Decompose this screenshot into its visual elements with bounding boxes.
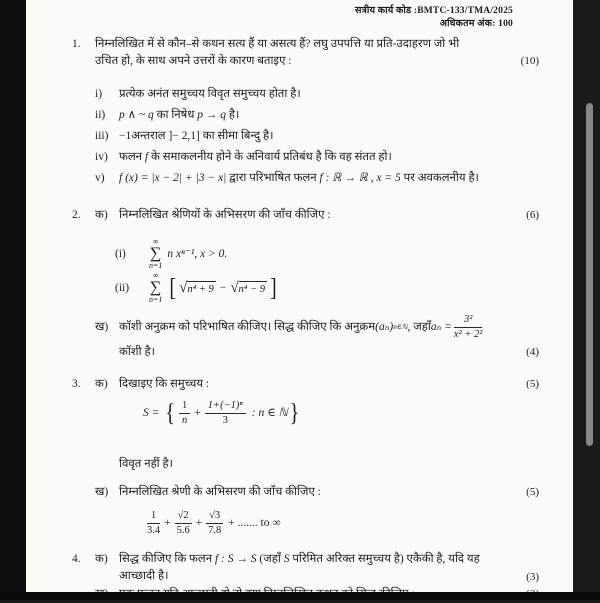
- question-4a: [72, 551, 539, 585]
- radical-sign: √: [230, 279, 239, 296]
- q4a-marks: (3): [526, 571, 539, 583]
- plus-sign: +: [195, 517, 203, 529]
- plus-sign: +: [164, 517, 171, 529]
- vertical-scrollbar-thumb[interactable]: [586, 103, 593, 446]
- q1-item-i: i) प्रत्येक अनंत समुच्चय विवृत समुच्चय होता है।: [95, 86, 555, 103]
- q1-item-iv-label: iv): [95, 151, 108, 163]
- q1-item-i-label: i): [95, 88, 103, 100]
- fraction: $\frac{√3}{7.8}$: [208, 510, 222, 536]
- q1-item-ii-label: ii): [95, 109, 106, 121]
- question-3a: 3. क) दिखाइए कि समुच्चय : (5): [72, 376, 539, 393]
- q2b-label: ख): [95, 321, 109, 333]
- q3-set-formula: S = { $\frac{1}{n}$ + $\frac{\text{1+(−1)ⁿ}}{3}$ : n ∈ ℕ }: [143, 399, 300, 427]
- question-1: [72, 36, 539, 70]
- assignment-code: सत्रीय कार्य कोड :BMTC-133/TMA/2025: [355, 6, 513, 16]
- right-bracket: ]: [270, 273, 277, 302]
- q3-after-text: विवृत नहीं है।: [119, 458, 174, 470]
- q1-item-iv: iv) फलन f के समाकलनीय होने के अनिवार्य प्रतिबंध है कि वह संतत हो।: [95, 149, 555, 166]
- summation-symbol: ∞ ∑ n=1: [149, 237, 163, 270]
- q1-item-v: v) f (x) = |x − 2| + |3 − x| द्वारा परिभाषित फलन f : ℝ → ℝ , x = 5 पर अवकलनीय है।: [95, 170, 555, 187]
- q2-series-1: [115, 238, 227, 270]
- question-2a: 2. क) निम्नलिखित श्रेणियों के अभिसरण की जाँच कीजिए : (6): [72, 207, 539, 224]
- page-header: [355, 5, 513, 31]
- fraction: $\frac{\text{1+(−1)ⁿ}}{3}$: [205, 400, 246, 427]
- q1-item-iii-label: iii): [95, 130, 109, 142]
- radical-sign: √: [179, 279, 188, 296]
- left-brace: {: [165, 399, 175, 427]
- fraction: $\frac{\text{3²}}{\text{x² + 2²}}$: [453, 314, 483, 340]
- q2a-label: क): [95, 209, 108, 221]
- q1-item-iii: iii) −1अन्तराल ]− 2,1] का सीमा बिन्दु है।: [95, 128, 555, 145]
- q2-series-2-label: (ii): [115, 281, 130, 294]
- left-bracket: [: [169, 273, 177, 302]
- q1-item-ii: ii) p ∧ ~ q का निषेध p → q है।: [95, 107, 555, 124]
- question-2b: [95, 314, 539, 361]
- radical-expression: √ n⁴ − 9: [230, 279, 266, 296]
- q1-marks: (10): [520, 55, 539, 67]
- fraction: $\frac{√2}{5.6}$: [176, 510, 190, 536]
- q2b-marks: (4): [526, 346, 539, 358]
- fraction: $\frac{1}{n}$: [179, 400, 190, 427]
- q1-item-v-label: v): [95, 172, 105, 184]
- q3-number: 3.: [72, 378, 81, 390]
- q4-number: 4.: [72, 553, 81, 565]
- series-tail: + ....... to ∞: [228, 517, 281, 529]
- q1-line2: उचित हो, के साथ अपने उत्तरों के कारण बताइए : (10): [95, 53, 539, 70]
- document-page: [26, 0, 573, 592]
- q4-line2: आच्छादी है। (3): [119, 568, 539, 585]
- q2-series-1-label: (i): [115, 247, 126, 260]
- summation-symbol: ∞ ∑ n=1: [149, 271, 163, 304]
- q2a-marks: (6): [526, 209, 539, 221]
- left-dark-margin: [0, 0, 26, 600]
- q2-number: 2.: [72, 209, 81, 221]
- max-marks: अधिकतम अंक: 100: [439, 19, 513, 29]
- q2-series-2: [115, 272, 279, 304]
- fraction: $\frac{1}{3.4}$: [147, 510, 161, 536]
- q3b-label: ख): [95, 486, 109, 498]
- right-brace: }: [289, 399, 300, 427]
- radical-expression: √ n⁴ + 9: [179, 279, 214, 296]
- bottom-dark-margin: [0, 592, 600, 600]
- q2b-line2: कॉशी है। (4): [119, 344, 539, 361]
- q4a-label: क): [95, 553, 108, 565]
- q3a-marks: (5): [526, 378, 539, 390]
- q3b-marks: (5): [526, 486, 539, 498]
- q1-line1: 1. निम्नलिखित में से कौन–से कथन सत्य हैं या असत्य हैं? लघु उपपत्ति या प्रति-उदाहरण जो भी: [72, 36, 539, 53]
- q3-series-formula: [145, 510, 281, 537]
- q1-number: 1.: [72, 38, 81, 50]
- plus-sign: +: [194, 407, 201, 419]
- q3a-label: क): [95, 378, 108, 390]
- q2-series-1-body: n xⁿ⁻¹, x > 0.: [167, 247, 228, 260]
- q2b-line1: ख) कॉशी अनुक्रम को परिभाषित कीजिए। सिद्ध कीजिए कि अनुक्रम (aₙ) n∈ℕ , जहाँ aₙ = $\frac{\text{3²}}{\text{x² + 2²}}$: [95, 314, 483, 340]
- q4-line1: 4. क) सिद्ध कीजिए कि फलन f : S → S (जहाँ S परिमित अरिक्त समुच्चय है) एकैकी है, यदि यह: [72, 551, 539, 568]
- minus-sign: −: [219, 281, 227, 294]
- question-3b: ख) निम्नलिखित श्रेणी के अभिसरण की जाँच कीजिए : (5): [95, 484, 539, 501]
